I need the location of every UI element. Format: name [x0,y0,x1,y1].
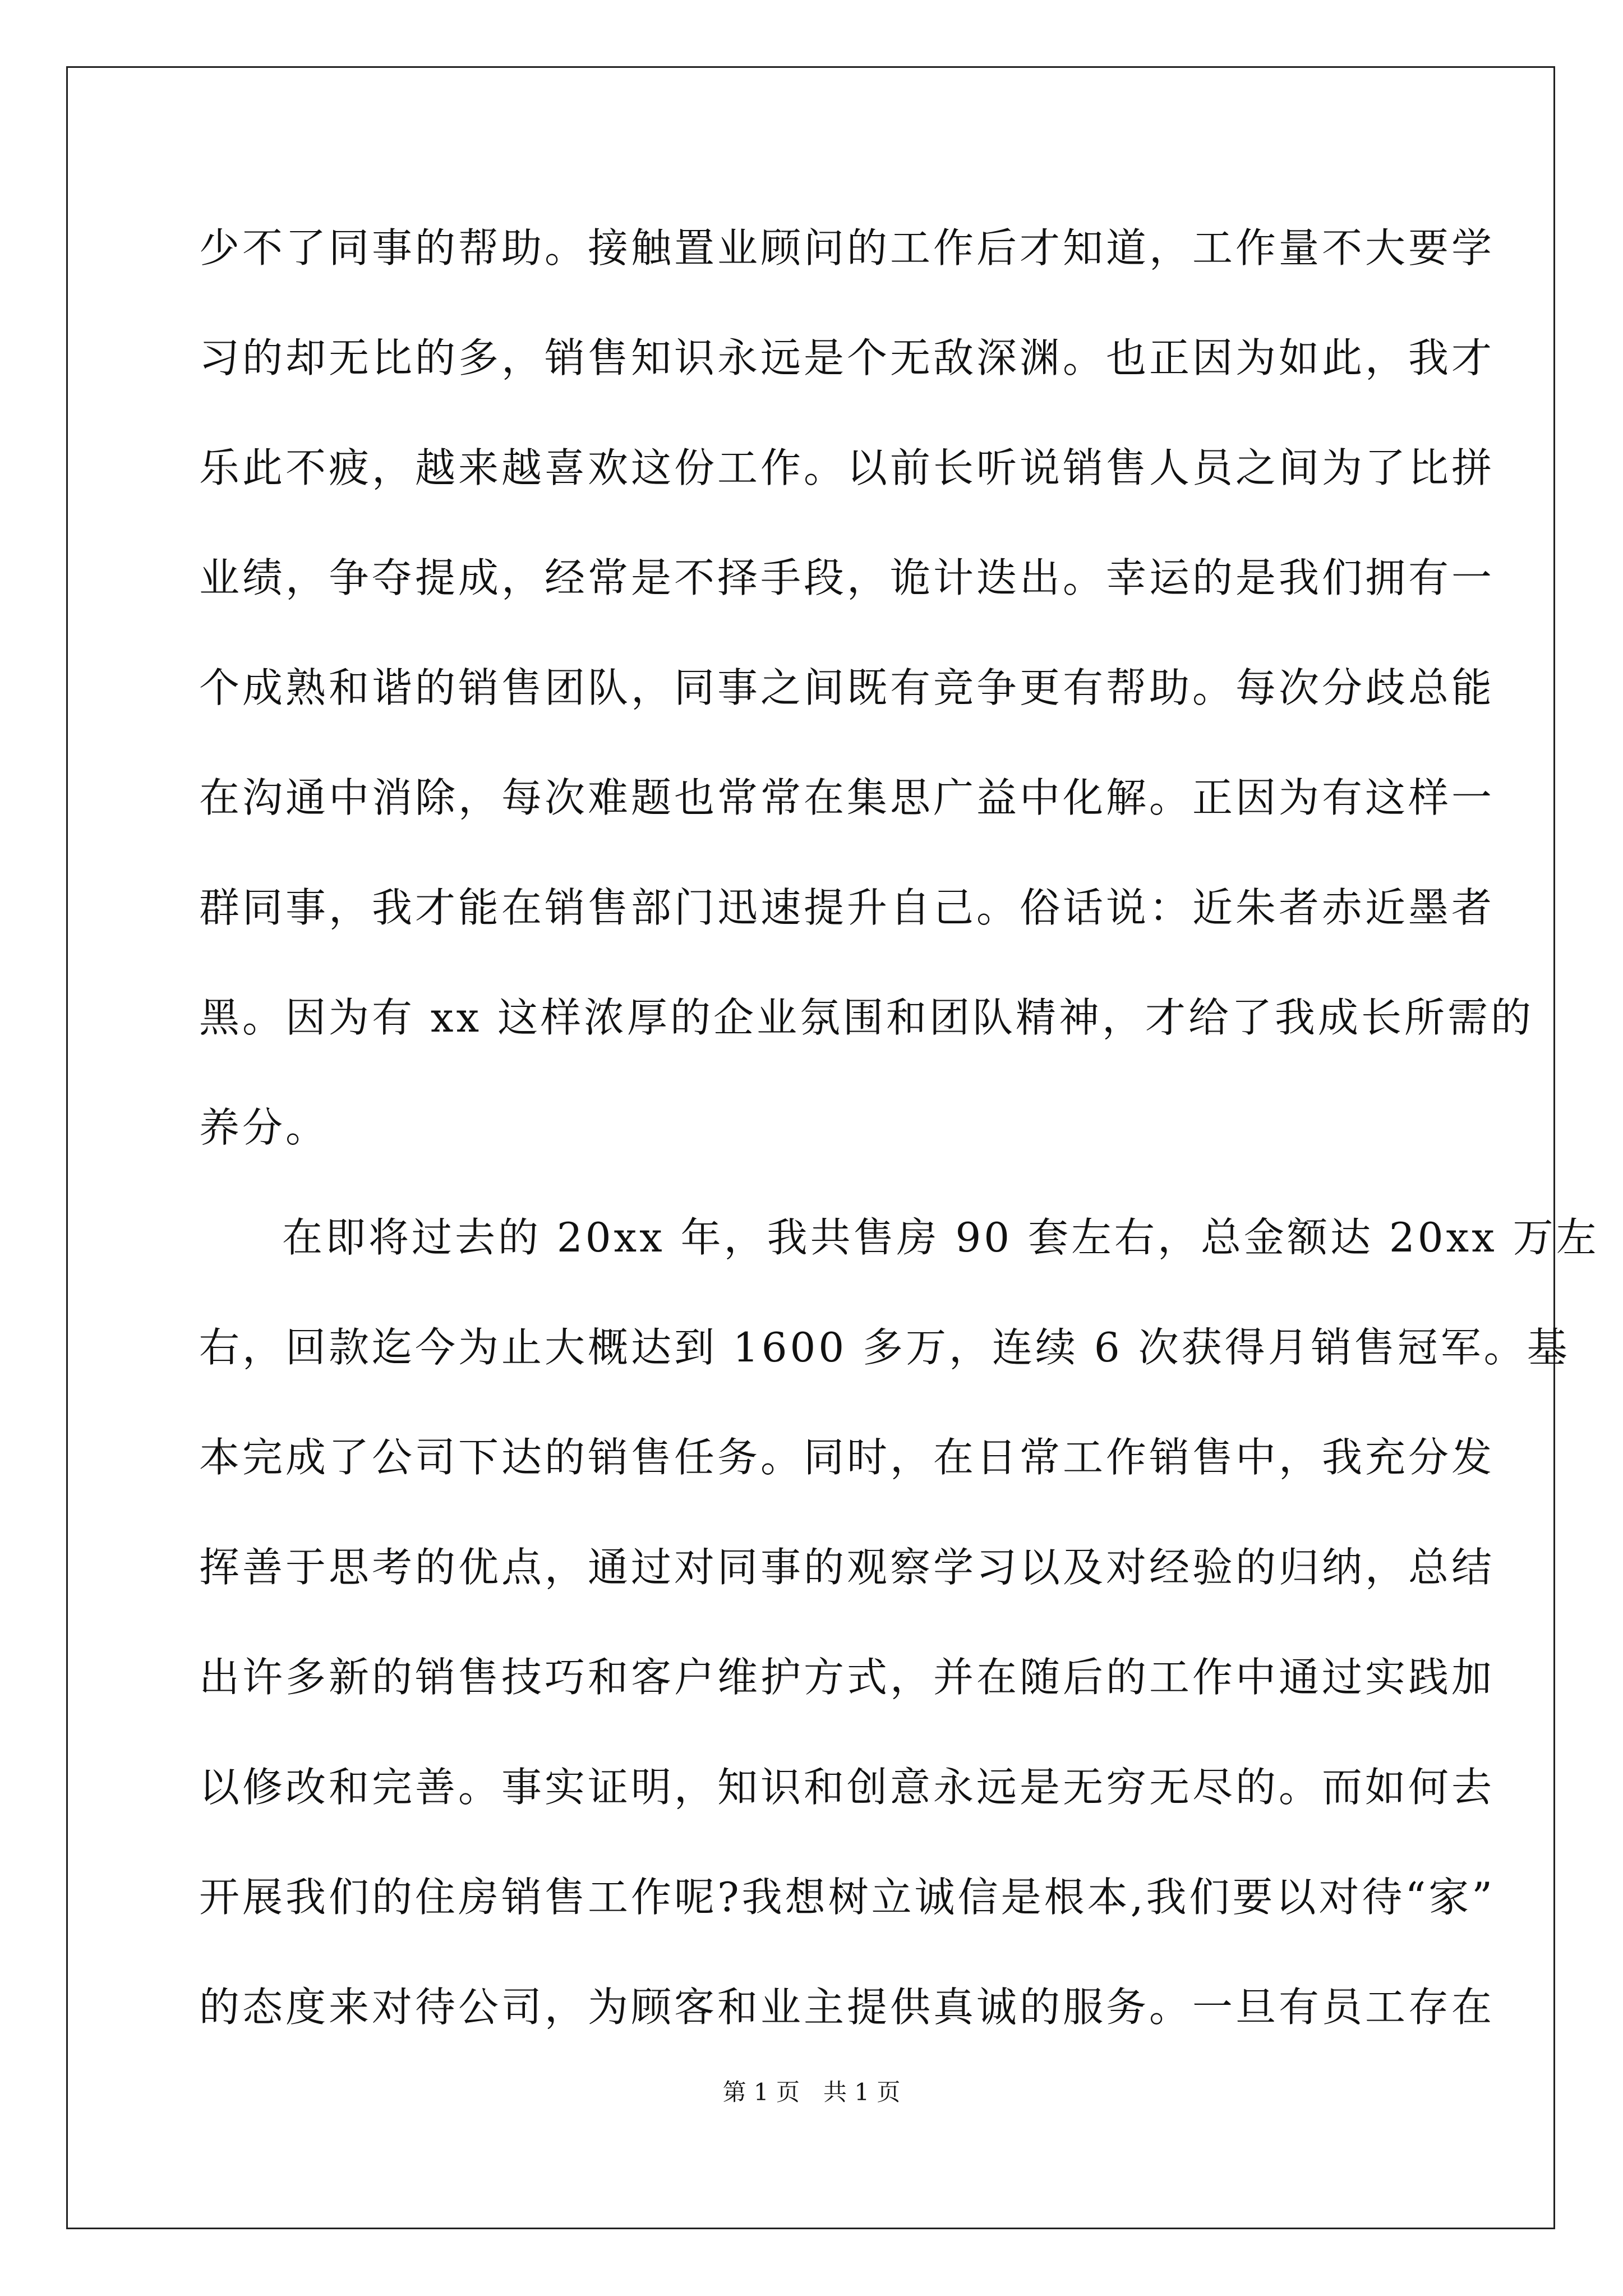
text-line: 习的却无比的多，销售知识永远是个无敌深渊。也正因为如此，我才 [199,334,1495,381]
text-line: 养分。 [199,1104,329,1151]
document-body [199,216,1599,2085]
text-line: 群同事，我才能在销售部门迅速提升自己。俗话说：近朱者赤近墨者 [199,884,1495,931]
page-number-footer: 第 1 页 共 1 页 [722,2078,901,2106]
text-line: 本完成了公司下达的销售任务。同时，在日常工作销售中，我充分发 [199,1434,1495,1481]
text-line: 黑。因为有 xx 这样浓厚的企业氛围和团队精神，才给了我成长所需的 [199,994,1534,1041]
paragraph-first-line: 在即将过去的 20xx 年，我共售房 90 套左右，总金额达 20xx 万左 [282,1214,1599,1261]
text-line: 在沟通中消除，每次难题也常常在集思广益中化解。正因为有这样一 [199,774,1495,821]
text-line: 业绩，争夺提成，经常是不择手段，诡计迭出。幸运的是我们拥有一 [199,554,1495,601]
text-line: 右，回款迄今为止大概达到 1600 多万，连续 6 次获得月销售冠军。基 [199,1324,1570,1371]
text-line: 个成熟和谐的销售团队，同事之间既有竞争更有帮助。每次分歧总能 [199,664,1495,711]
text-line: 挥善于思考的优点，通过对同事的观察学习以及对经验的归纳，总结 [199,1544,1495,1591]
text-line: 出许多新的销售技巧和客户维护方式，并在随后的工作中通过实践加 [199,1654,1495,1701]
text-line: 乐此不疲，越来越喜欢这份工作。以前长听说销售人员之间为了比拼 [199,444,1495,491]
text-line: 少不了同事的帮助。接触置业顾问的工作后才知道，工作量不大要学 [199,224,1495,272]
text-line: 的态度来对待公司，为顾客和业主提供真诚的服务。一旦有员工存在 [199,1984,1495,2031]
text-line: 以修改和完善。事实证明，知识和创意永远是无穷无尽的。而如何去 [199,1764,1495,1811]
text-line: 开展我们的住房销售工作呢?我想树立诚信是根本,我们要以对待“家” [199,1874,1496,1921]
